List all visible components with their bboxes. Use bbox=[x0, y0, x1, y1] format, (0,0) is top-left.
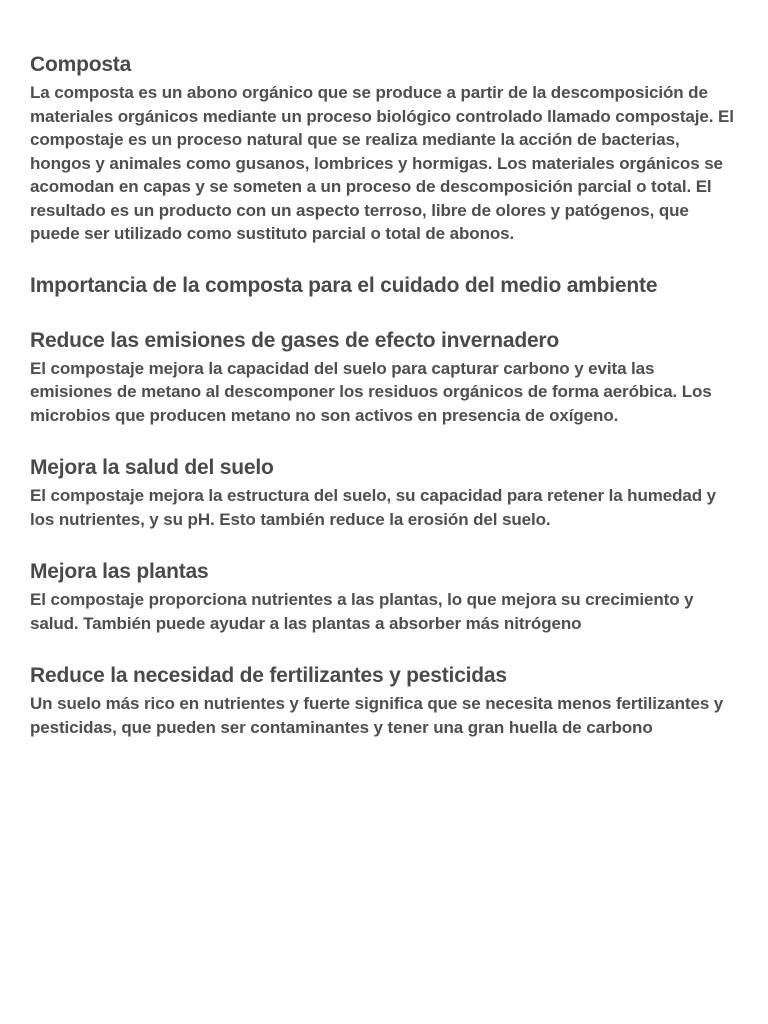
section-heading: Reduce la necesidad de fertilizantes y pesticidas bbox=[30, 664, 507, 687]
section-heading: Reduce las emisiones de gases de efecto invernadero bbox=[30, 328, 560, 352]
section-heading: Mejora las plantas bbox=[30, 560, 209, 583]
section-plants bbox=[30, 558, 738, 635]
section-paragraph: Un suelo más rico en nutrientes y fuerte significa que se necesita menos fertilizantes y pesticidas, que pueden ser contaminantes y tener una gran huella de carbono bbox=[30, 694, 724, 737]
section-paragraph: El compostaje mejora la capacidad del suelo para capturar carbono y evita las emisiones de metano al descomponer los residuos orgánicos de forma aeróbica. Los microbios que producen metano no son activos en presencia de oxígeno. bbox=[30, 358, 712, 425]
document-title: Composta bbox=[30, 53, 132, 76]
section-paragraph: El compostaje mejora la estructura del suelo, su capacidad para retener la humedad y los nutrientes, y su pH. Esto también reduce la erosión del suelo. bbox=[30, 486, 717, 529]
intro-block bbox=[30, 51, 738, 246]
section-emissions bbox=[30, 327, 738, 428]
importance-heading: Importancia de la composta para el cuidado del medio ambiente bbox=[30, 273, 658, 297]
section-paragraph: El compostaje proporciona nutrientes a las plantas, lo que mejora su crecimiento y salud. También puede ayudar a las plantas a absorber más nitrógeno bbox=[30, 590, 694, 633]
section-soil-health bbox=[30, 454, 738, 531]
intro-paragraph: La composta es un abono orgánico que se produce a partir de la descomposición de materiales orgánicos mediante un proceso biológico controlado llamado compostaje. El compostaje es un proceso natural que se realiza mediante la acción de bacterias, hongos y animales como gusanos, lombrices y hormigas. Los materiales orgánicos se acomodan en capas y se someten a un proceso de descomposición parcial o total. El resultado es un producto con un aspecto terroso, libre de olores y patógenos, que puede ser utilizado como sustituto parcial o total de abonos. bbox=[30, 83, 734, 243]
section-fertilizers bbox=[30, 662, 738, 739]
section-heading: Mejora la salud del suelo bbox=[30, 456, 274, 479]
